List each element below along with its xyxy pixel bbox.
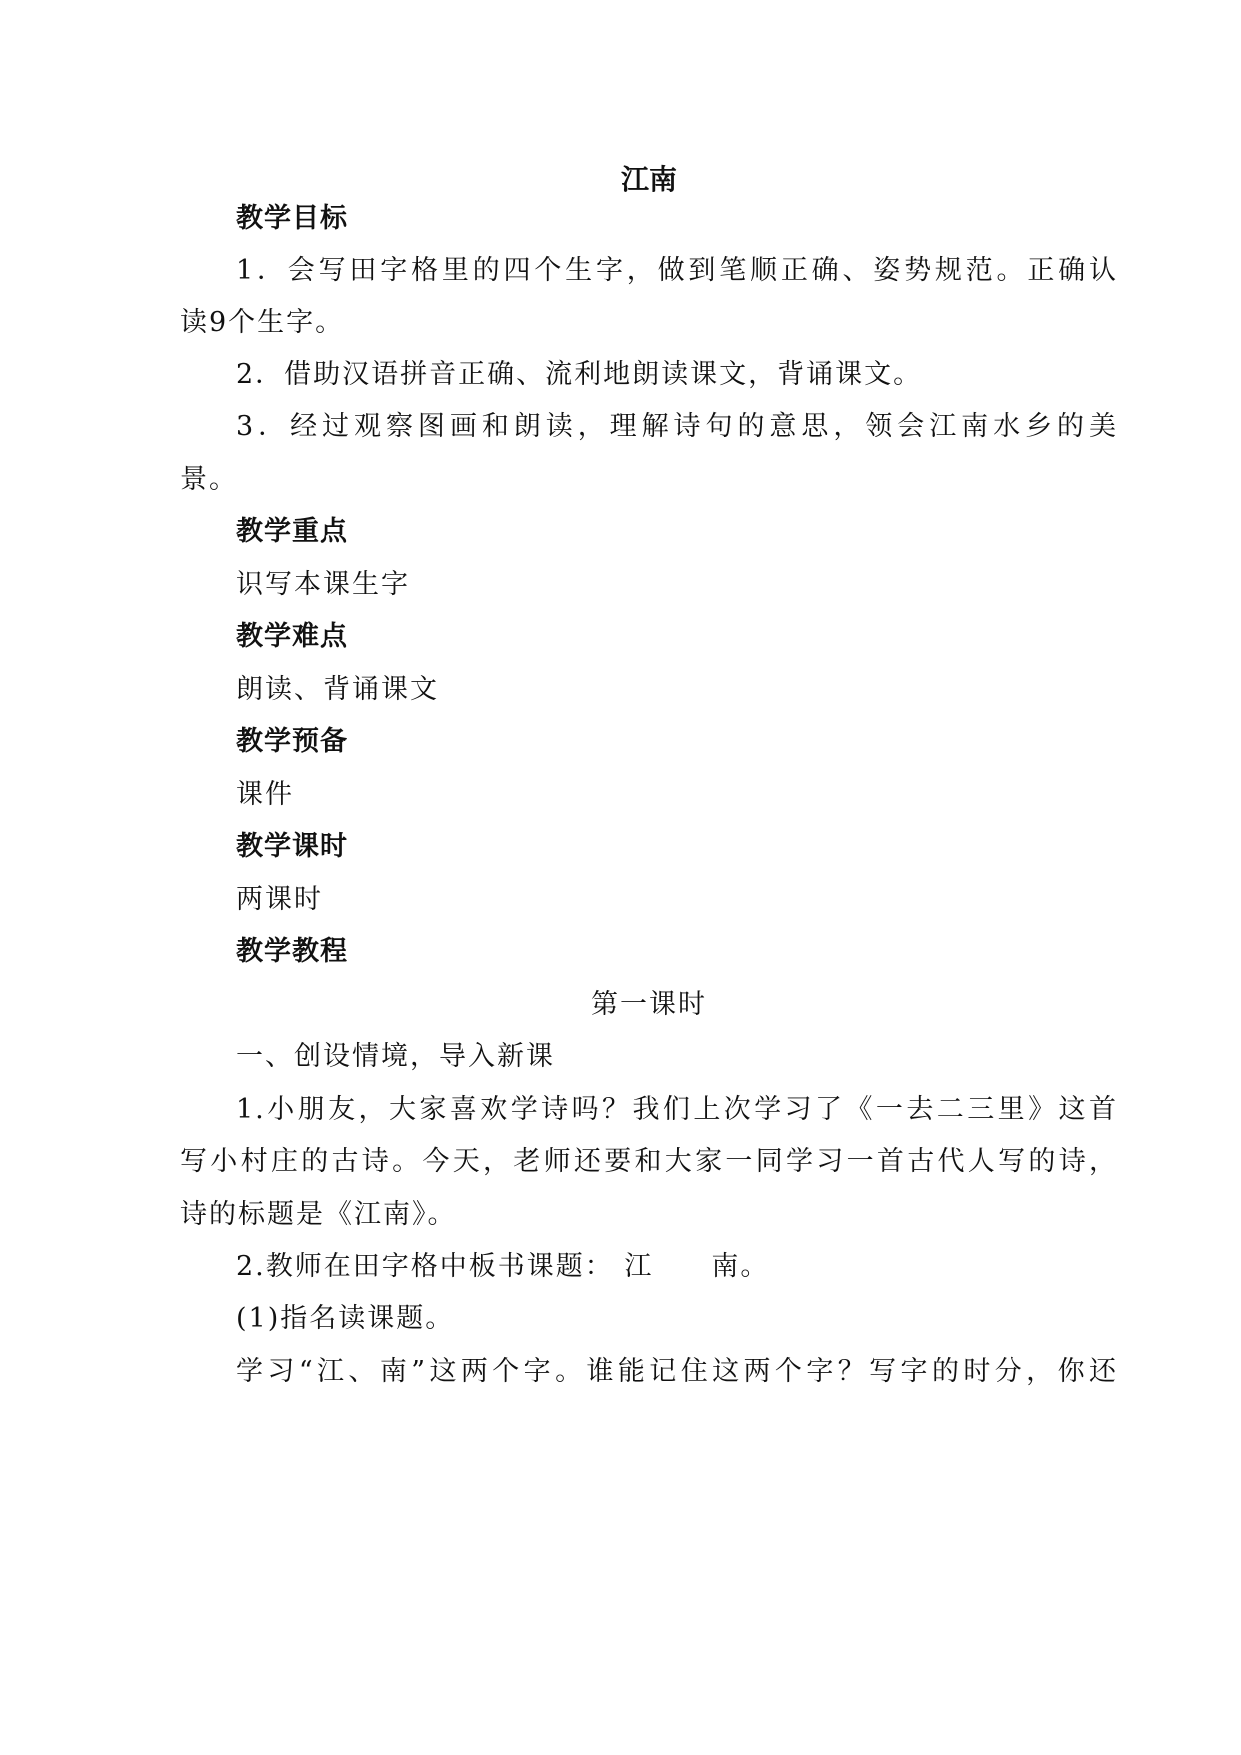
paragraph-line: 诗的标题是《江南》。 — [180, 1199, 457, 1230]
section-heading-preparation: 教学预备 — [236, 726, 348, 757]
section-heading-key-points: 教学重点 — [236, 516, 348, 547]
section-heading-process: 教学教程 — [236, 936, 348, 967]
paragraph-line: 两课时 — [236, 884, 323, 915]
paragraph-line: 写小村庄的古诗。今天，老师还要和大家一同学习一首古代人写的诗， — [180, 1146, 1118, 1177]
document-title: 江南 — [620, 163, 677, 196]
paragraph-line: 景。 — [180, 464, 238, 495]
paragraph-line: 一、创设情境，导入新课 — [236, 1041, 555, 1072]
paragraph-line: 课件 — [236, 779, 294, 810]
paragraph-line: 学习“江、南”这两个字。谁能记住这两个字？写字的时分，你还 — [236, 1356, 1118, 1387]
paragraph-line: 2．借助汉语拼音正确、流利地朗读课文，背诵课文。 — [236, 359, 923, 390]
lesson-subheading: 第一课时 — [591, 989, 707, 1020]
paragraph-line: 2.教师在田字格中板书课题： 江 南。 — [236, 1251, 770, 1282]
paragraph-line: 3．经过观察图画和朗读，理解诗句的意思，领会江南水乡的美 — [236, 411, 1118, 442]
paragraph-line: (1)指名读课题。 — [236, 1303, 455, 1334]
paragraph-line: 1．会写田字格里的四个生字，做到笔顺正确、姿势规范。正确认 — [236, 255, 1118, 286]
document-page — [180, 0, 1118, 1755]
paragraph-line: 1.小朋友，大家喜欢学诗吗？我们上次学习了《一去二三里》这首 — [236, 1094, 1118, 1125]
paragraph-line: 读9个生字。 — [180, 307, 345, 338]
section-heading-difficulties: 教学难点 — [236, 621, 348, 652]
section-heading-objectives: 教学目标 — [236, 203, 348, 234]
section-heading-class-hours: 教学课时 — [236, 831, 348, 862]
paragraph-line: 识写本课生字 — [236, 569, 410, 600]
paragraph-line: 朗读、背诵课文 — [236, 674, 439, 705]
